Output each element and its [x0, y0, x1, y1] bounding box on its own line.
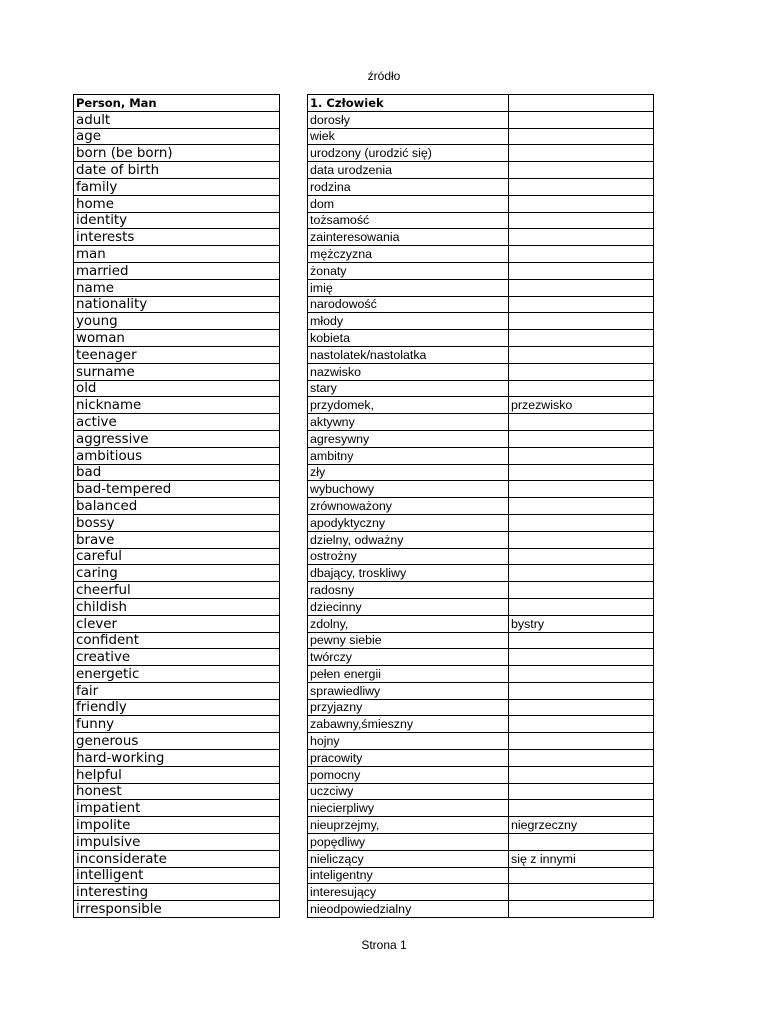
polish-translation-cell: ostrożny	[308, 548, 509, 565]
polish-translation-extra-cell	[509, 414, 654, 431]
polish-translation-cell: ambitny	[308, 447, 509, 464]
table-row	[74, 598, 280, 615]
polish-translation-extra-cell	[509, 330, 654, 347]
polish-translation-extra-cell	[509, 246, 654, 263]
polish-translation-cell: narodowość	[308, 296, 509, 313]
polish-translation-cell: zły	[308, 464, 509, 481]
table-row	[308, 296, 654, 313]
polish-translation-cell: dbający, troskliwy	[308, 565, 509, 582]
polish-translation-cell: dorosły	[308, 111, 509, 128]
table-row	[74, 178, 280, 195]
polish-translation-extra-cell	[509, 296, 654, 313]
english-word-cell: teenager	[74, 346, 280, 363]
english-word-cell: irresponsible	[74, 901, 280, 918]
table-row	[74, 229, 280, 246]
english-word-cell: cheerful	[74, 582, 280, 599]
table-row	[308, 901, 654, 918]
polish-translation-extra-cell	[509, 548, 654, 565]
table-row	[308, 834, 654, 851]
table-row	[308, 850, 654, 867]
polish-translation-cell: żonaty	[308, 262, 509, 279]
polish-translation-cell: agresywny	[308, 430, 509, 447]
english-word-cell: energetic	[74, 666, 280, 683]
polish-translation-extra-cell	[509, 346, 654, 363]
english-word-cell: woman	[74, 330, 280, 347]
english-word-cell: old	[74, 380, 280, 397]
polish-translation-extra-cell	[509, 632, 654, 649]
polish-translation-cell: uczciwy	[308, 783, 509, 800]
english-word-cell: generous	[74, 733, 280, 750]
english-word-cell: bad-tempered	[74, 481, 280, 498]
table-row	[74, 111, 280, 128]
english-vocabulary-body	[74, 95, 280, 918]
table-row	[74, 699, 280, 716]
table-row	[74, 279, 280, 296]
table-row	[308, 615, 654, 632]
table-row	[308, 565, 654, 582]
table-row	[308, 548, 654, 565]
polish-translation-extra-cell	[509, 145, 654, 162]
table-row	[74, 414, 280, 431]
table-row	[308, 229, 654, 246]
polish-translation-extra-cell: się z innymi	[509, 850, 654, 867]
polish-translation-cell: młody	[308, 313, 509, 330]
polish-translation-cell: popędliwy	[308, 834, 509, 851]
table-row	[74, 632, 280, 649]
table-cell-empty	[509, 95, 654, 112]
polish-translation-extra-cell	[509, 380, 654, 397]
table-row	[74, 481, 280, 498]
table-row	[74, 682, 280, 699]
polish-translation-cell: zdolny,	[308, 615, 509, 632]
english-word-cell: nickname	[74, 397, 280, 414]
table-row	[74, 195, 280, 212]
table-row	[74, 649, 280, 666]
table-row	[74, 548, 280, 565]
table-row	[74, 884, 280, 901]
polish-translation-body	[308, 95, 654, 918]
english-word-cell: surname	[74, 363, 280, 380]
polish-translation-extra-cell	[509, 582, 654, 599]
english-word-cell: married	[74, 262, 280, 279]
table-row	[308, 313, 654, 330]
table-row	[74, 262, 280, 279]
english-word-cell: impolite	[74, 817, 280, 834]
table-row	[74, 330, 280, 347]
polish-translation-cell: dzielny, odważny	[308, 531, 509, 548]
table-row	[308, 330, 654, 347]
polish-translation-cell: dziecinny	[308, 598, 509, 615]
table-row	[74, 615, 280, 632]
table-row	[74, 817, 280, 834]
polish-translation-cell: rodzina	[308, 178, 509, 195]
table-row	[74, 246, 280, 263]
polish-translation-extra-cell	[509, 498, 654, 515]
table-row	[308, 817, 654, 834]
table-row	[74, 313, 280, 330]
table-row	[74, 145, 280, 162]
polish-translation-extra-cell: przezwisko	[509, 397, 654, 414]
english-word-cell: caring	[74, 565, 280, 582]
table-row	[308, 397, 654, 414]
polish-translation-cell: pewny siebie	[308, 632, 509, 649]
table-row	[74, 834, 280, 851]
polish-translation-extra-cell	[509, 430, 654, 447]
table-row	[308, 783, 654, 800]
english-word-cell: home	[74, 195, 280, 212]
polish-translation-cell: przyjazny	[308, 699, 509, 716]
polish-column-header: 1. Człowiek	[308, 95, 509, 112]
polish-translation-cell: data urodzenia	[308, 162, 509, 179]
english-column-header: Person, Man	[74, 95, 280, 112]
english-word-cell: name	[74, 279, 280, 296]
table-row	[74, 296, 280, 313]
table-row	[308, 699, 654, 716]
table-row	[308, 632, 654, 649]
polish-translation-extra-cell	[509, 800, 654, 817]
polish-translation-extra-cell	[509, 313, 654, 330]
english-word-cell: balanced	[74, 498, 280, 515]
polish-translation-cell: stary	[308, 380, 509, 397]
english-word-cell: creative	[74, 649, 280, 666]
table-row	[308, 666, 654, 683]
table-row	[74, 766, 280, 783]
table-row	[308, 766, 654, 783]
polish-translation-cell: wybuchowy	[308, 481, 509, 498]
polish-translation-cell: pomocny	[308, 766, 509, 783]
polish-translation-extra-cell	[509, 514, 654, 531]
table-row	[308, 363, 654, 380]
table-row	[308, 682, 654, 699]
polish-translation-cell: zrównoważony	[308, 498, 509, 515]
polish-translation-extra-cell	[509, 598, 654, 615]
english-word-cell: age	[74, 128, 280, 145]
table-row	[308, 733, 654, 750]
table-row	[308, 716, 654, 733]
english-word-cell: honest	[74, 783, 280, 800]
english-word-cell: born (be born)	[74, 145, 280, 162]
table-row	[74, 346, 280, 363]
polish-translation-cell: nieliczący	[308, 850, 509, 867]
table-row	[74, 464, 280, 481]
table-row	[308, 279, 654, 296]
english-word-cell: interesting	[74, 884, 280, 901]
english-word-cell: friendly	[74, 699, 280, 716]
english-word-cell: bad	[74, 464, 280, 481]
english-word-cell: helpful	[74, 766, 280, 783]
polish-translation-extra-cell	[509, 834, 654, 851]
table-row	[308, 750, 654, 767]
page-footer: Strona 1	[361, 938, 407, 952]
polish-translation-cell: dom	[308, 195, 509, 212]
polish-translation-cell: urodzony (urodzić się)	[308, 145, 509, 162]
english-word-cell: nationality	[74, 296, 280, 313]
table-row	[308, 514, 654, 531]
polish-translation-extra-cell	[509, 750, 654, 767]
table-row	[74, 733, 280, 750]
polish-translation-extra-cell	[509, 178, 654, 195]
polish-translation-cell: radosny	[308, 582, 509, 599]
table-row	[308, 598, 654, 615]
english-word-cell: date of birth	[74, 162, 280, 179]
english-word-cell: intelligent	[74, 867, 280, 884]
polish-translation-cell: sprawiedliwy	[308, 682, 509, 699]
english-word-cell: brave	[74, 531, 280, 548]
english-word-cell: childish	[74, 598, 280, 615]
english-word-cell: clever	[74, 615, 280, 632]
polish-translation-extra-cell	[509, 783, 654, 800]
table-row	[74, 128, 280, 145]
table-row	[74, 380, 280, 397]
table-row	[308, 178, 654, 195]
english-word-cell: family	[74, 178, 280, 195]
polish-translation-cell: nazwisko	[308, 363, 509, 380]
polish-translation-extra-cell	[509, 884, 654, 901]
table-row	[308, 111, 654, 128]
polish-translation-extra-cell	[509, 162, 654, 179]
english-word-cell: adult	[74, 111, 280, 128]
english-word-cell: man	[74, 246, 280, 263]
polish-translation-cell: aktywny	[308, 414, 509, 431]
polish-translation-extra-cell	[509, 279, 654, 296]
polish-translation-extra-cell	[509, 531, 654, 548]
polish-translation-cell: mężczyzna	[308, 246, 509, 263]
polish-translation-extra-cell	[509, 666, 654, 683]
english-word-cell: interests	[74, 229, 280, 246]
polish-translation-extra-cell	[509, 447, 654, 464]
polish-translation-extra-cell	[509, 699, 654, 716]
english-vocabulary-table	[73, 94, 280, 918]
polish-translation-extra-cell	[509, 649, 654, 666]
english-word-cell: ambitious	[74, 447, 280, 464]
polish-translation-cell: pracowity	[308, 750, 509, 767]
table-row	[308, 246, 654, 263]
table-row	[74, 850, 280, 867]
polish-translation-cell: pełen energii	[308, 666, 509, 683]
page-header: źródło	[367, 69, 401, 83]
table-row	[308, 464, 654, 481]
table-row	[308, 162, 654, 179]
english-word-cell: young	[74, 313, 280, 330]
table-row	[308, 430, 654, 447]
polish-translation-cell: twórczy	[308, 649, 509, 666]
polish-translation-extra-cell: bystry	[509, 615, 654, 632]
polish-translation-cell: niecierpliwy	[308, 800, 509, 817]
polish-translation-extra-cell	[509, 481, 654, 498]
table-row	[74, 582, 280, 599]
english-word-cell: careful	[74, 548, 280, 565]
polish-translation-cell: zainteresowania	[308, 229, 509, 246]
polish-translation-cell: kobieta	[308, 330, 509, 347]
table-row	[308, 867, 654, 884]
table-row	[308, 531, 654, 548]
english-word-cell: identity	[74, 212, 280, 229]
polish-translation-cell: nieuprzejmy,	[308, 817, 509, 834]
english-word-cell: hard-working	[74, 750, 280, 767]
polish-translation-cell: zabawny,śmieszny	[308, 716, 509, 733]
polish-translation-extra-cell	[509, 682, 654, 699]
polish-translation-cell: przydomek,	[308, 397, 509, 414]
polish-translation-extra-cell	[509, 363, 654, 380]
table-row	[74, 867, 280, 884]
table-row	[74, 162, 280, 179]
table-row	[74, 430, 280, 447]
polish-translation-extra-cell	[509, 262, 654, 279]
table-row	[308, 212, 654, 229]
table-row	[308, 195, 654, 212]
polish-translation-cell: inteligentny	[308, 867, 509, 884]
table-row	[308, 380, 654, 397]
table-row	[74, 666, 280, 683]
polish-translation-extra-cell	[509, 716, 654, 733]
table-row	[308, 346, 654, 363]
table-row	[74, 498, 280, 515]
english-word-cell: bossy	[74, 514, 280, 531]
english-word-cell: funny	[74, 716, 280, 733]
table-header-row	[74, 95, 280, 112]
polish-translation-cell: nastolatek/nastolatka	[308, 346, 509, 363]
table-row	[308, 145, 654, 162]
table-row	[74, 531, 280, 548]
polish-translation-extra-cell	[509, 195, 654, 212]
polish-translation-extra-cell	[509, 733, 654, 750]
table-row	[308, 481, 654, 498]
table-row	[74, 363, 280, 380]
polish-translation-cell: imię	[308, 279, 509, 296]
polish-translation-cell: tożsamość	[308, 212, 509, 229]
polish-translation-extra-cell	[509, 229, 654, 246]
table-row	[74, 800, 280, 817]
table-header-row	[308, 95, 654, 112]
table-row	[74, 514, 280, 531]
polish-translation-cell: hojny	[308, 733, 509, 750]
polish-translation-extra-cell	[509, 212, 654, 229]
table-row	[74, 783, 280, 800]
table-row	[308, 262, 654, 279]
table-row	[308, 128, 654, 145]
polish-translation-extra-cell	[509, 464, 654, 481]
table-row	[74, 565, 280, 582]
table-row	[74, 447, 280, 464]
table-row	[308, 582, 654, 599]
table-row	[74, 750, 280, 767]
polish-translation-cell: wiek	[308, 128, 509, 145]
table-row	[308, 414, 654, 431]
polish-translation-cell: apodyktyczny	[308, 514, 509, 531]
polish-translation-cell: interesujący	[308, 884, 509, 901]
polish-translation-extra-cell	[509, 111, 654, 128]
english-word-cell: impatient	[74, 800, 280, 817]
polish-translation-extra-cell	[509, 766, 654, 783]
table-row	[308, 800, 654, 817]
polish-translation-cell: nieodpowiedzialny	[308, 901, 509, 918]
polish-translation-extra-cell	[509, 128, 654, 145]
polish-translation-extra-cell	[509, 901, 654, 918]
table-row	[308, 498, 654, 515]
table-row	[308, 447, 654, 464]
english-word-cell: inconsiderate	[74, 850, 280, 867]
table-row	[74, 716, 280, 733]
polish-translation-table	[307, 94, 654, 918]
table-row	[308, 649, 654, 666]
table-row	[308, 884, 654, 901]
english-word-cell: active	[74, 414, 280, 431]
english-word-cell: fair	[74, 682, 280, 699]
polish-translation-extra-cell: niegrzeczny	[509, 817, 654, 834]
table-row	[74, 212, 280, 229]
table-row	[74, 397, 280, 414]
english-word-cell: aggressive	[74, 430, 280, 447]
polish-translation-extra-cell	[509, 565, 654, 582]
english-word-cell: confident	[74, 632, 280, 649]
english-word-cell: impulsive	[74, 834, 280, 851]
polish-translation-extra-cell	[509, 867, 654, 884]
table-row	[74, 901, 280, 918]
